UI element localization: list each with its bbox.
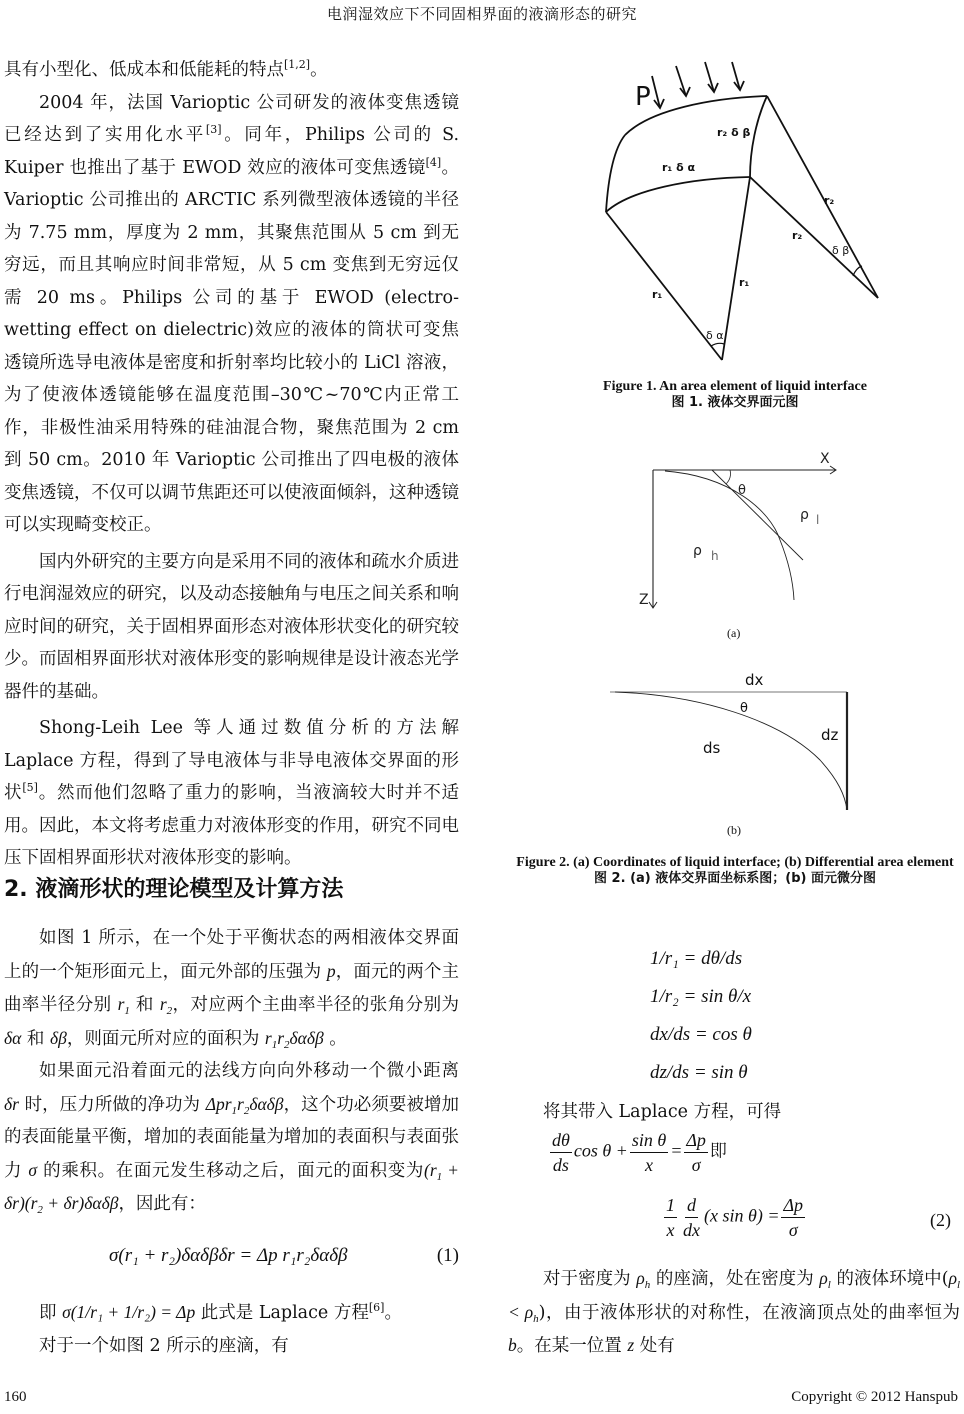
equation-line: dx/ds = cos θ bbox=[650, 1024, 752, 1045]
fraction bbox=[630, 1128, 668, 1177]
subscript: l bbox=[956, 1279, 961, 1291]
label-r2: r₂ bbox=[792, 229, 803, 242]
tangent-line bbox=[712, 470, 803, 560]
paragraph bbox=[508, 1262, 960, 1363]
caption-en: Figure 2. (a) Coordinates of liquid interface; (b) Differential area element bbox=[516, 855, 954, 870]
rho-l-sub: l bbox=[816, 513, 820, 527]
equation-laplace-expanded bbox=[548, 1128, 727, 1177]
fraction bbox=[781, 1193, 805, 1242]
math-ineq-left bbox=[948, 1268, 961, 1291]
label-r1-dalpha: r₁ δ α bbox=[662, 161, 696, 174]
text: 。 bbox=[310, 60, 328, 80]
left-column-section2 bbox=[4, 922, 459, 1221]
paragraph bbox=[4, 1055, 459, 1221]
math-sigma: σ bbox=[28, 1159, 37, 1180]
z-label: Z bbox=[639, 592, 649, 608]
math-laplace: σ(1/r₁ + 1/r₂) = Δp bbox=[62, 1302, 196, 1322]
equation-2 bbox=[662, 1193, 807, 1242]
math-less-than: < bbox=[508, 1301, 525, 1322]
rho: ρ bbox=[819, 1268, 828, 1288]
subscript: h bbox=[644, 1279, 651, 1291]
left-column bbox=[4, 54, 459, 875]
math-dbeta: δβ bbox=[49, 1027, 67, 1048]
rho-h-sub: h bbox=[711, 549, 719, 563]
math-r2: $r_2$ bbox=[159, 994, 173, 1017]
ds-curve bbox=[615, 692, 847, 810]
running-head: 电润湿效应下不同固相界面的液滴形态的研究 bbox=[326, 5, 637, 23]
math-rho-l bbox=[819, 1268, 831, 1291]
line-r2-top bbox=[767, 96, 878, 298]
math-area: $r_1r_2\delta\alpha\delta\beta$ bbox=[264, 1027, 324, 1051]
figure-2-caption bbox=[510, 855, 960, 887]
figure-1-diagram bbox=[580, 50, 920, 370]
figure-2a-diagram bbox=[620, 440, 860, 620]
line-r1-right bbox=[722, 177, 750, 360]
text: 即 bbox=[39, 1303, 63, 1323]
math-p: p bbox=[326, 960, 336, 981]
citation[interactable]: [5] bbox=[22, 781, 38, 794]
math-b: b bbox=[508, 1335, 517, 1355]
text: 处有 bbox=[634, 1336, 675, 1356]
text: 。 bbox=[384, 1303, 402, 1323]
ds-label: ds bbox=[703, 739, 721, 757]
left-column-end bbox=[4, 1296, 459, 1362]
denominator: x bbox=[645, 1155, 653, 1175]
paragraph bbox=[4, 54, 459, 87]
text: 如果面元沿着面元的法线方向向外移动一个微小距离 bbox=[39, 1061, 459, 1081]
caption-en: Figure 1. An area element of liquid interface bbox=[603, 379, 867, 394]
text: 2004 年，法国 Varioptic 公司研发的液体变焦透镜已经达到了实用化水平 bbox=[4, 92, 459, 145]
numerator: d bbox=[685, 1193, 698, 1218]
figure-2b-label: (b) bbox=[727, 823, 741, 837]
label-dalpha: δ α bbox=[706, 329, 724, 342]
rho: ρ bbox=[524, 1301, 534, 1322]
math-z: z bbox=[627, 1335, 635, 1355]
page-number: 160 bbox=[4, 1389, 27, 1405]
text: 如图 1 所示，在一个处于平衡状态的两相液体交界面上的一个矩形面元上，面元外部的压强为 bbox=[4, 928, 459, 982]
rho-h-label: ρ bbox=[693, 543, 702, 559]
text: 对于密度为 bbox=[543, 1269, 637, 1289]
math-work: $\Delta pr_1r_2\delta\alpha\delta\beta$ bbox=[205, 1093, 284, 1117]
line-r1-left bbox=[606, 212, 722, 360]
text: 即 bbox=[709, 1141, 727, 1162]
line-r2-mid bbox=[750, 177, 878, 298]
denominator: σ bbox=[691, 1155, 701, 1175]
label-r2-dbeta: r₂ δ β bbox=[717, 126, 751, 139]
figure-1-caption bbox=[520, 379, 950, 411]
angle-arc-alpha bbox=[711, 343, 724, 346]
text: 。在某一位置 bbox=[516, 1336, 628, 1356]
paragraph bbox=[4, 87, 459, 542]
citation[interactable]: [6] bbox=[368, 1301, 385, 1314]
math-ineq-right bbox=[524, 1301, 539, 1325]
fraction bbox=[684, 1128, 708, 1177]
text: ，对应两个主曲率半径的张角分别为 bbox=[172, 995, 459, 1015]
right-column-text-end bbox=[508, 1262, 960, 1363]
citation[interactable]: [3] bbox=[205, 123, 222, 136]
text: 。Varioptic 公司推出的 ARCTIC 系列微型液体透镜的半径为 7.75 mm，厚度为 2 mm，其聚焦范围从 5 cm 到无穷远，而且其响应时间非常短，从 5 cm 变焦到无穷远仅需 20 ms。Philips 公司的基于 EWOD (electro-wetting effect on dielectric)效应的液体的筒状可变焦透镜所选导电液体是密度和折射率均比较小的 LiCl 溶液，为了使液体透镜能够在温度范围–30℃~70℃内正常工作，非极性油采用特殊的硅油混合物，聚焦范围为 2 cm 到 50 cm。2010 年 Varioptic 公司推出了四电极的液体变焦透镜，不仅可以调节焦距还可以使液面倾斜，这种透镜可以实现畸变校正。 bbox=[4, 157, 460, 535]
denominator: x bbox=[666, 1220, 675, 1240]
equation-1-body: σ(r₁ + r₂)δαδβδr = Δp r₁r₂δαδβ bbox=[109, 1245, 348, 1266]
math-dp: Δp bbox=[205, 1093, 225, 1114]
theta-label: θ bbox=[740, 701, 748, 716]
paragraph bbox=[4, 922, 459, 1055]
math-rho-h bbox=[636, 1268, 651, 1291]
text: 和 bbox=[21, 1028, 50, 1049]
math-dr: δr bbox=[4, 1093, 19, 1114]
text: 。然而他们忽略了重力的影响，当液滴较大时并不适用。因此，本文将考虑重力对液体形变的作用，研究不同电压下固相界面形状对液体形变的影响。 bbox=[4, 783, 460, 868]
rho: ρ bbox=[948, 1268, 957, 1288]
theta-label: θ bbox=[738, 483, 746, 498]
right-column-text bbox=[508, 1096, 960, 1129]
paragraph bbox=[4, 1296, 459, 1330]
x-label: X bbox=[820, 451, 830, 467]
numerator: Δp bbox=[684, 1128, 708, 1153]
rho-l-label: ρ bbox=[800, 507, 809, 523]
math-angles: δαδβ bbox=[289, 1027, 324, 1048]
text: ，这个功必须要被增加的表面能量平衡，增加的表面能量为增加的表面积与表面张力 bbox=[4, 1094, 460, 1181]
dx-label: dx bbox=[745, 671, 764, 689]
equation-line: dz/ds = sin θ bbox=[650, 1062, 748, 1083]
paragraph bbox=[4, 712, 459, 875]
text: 。同年，Philips 公司的 S. Kuiper 也推出了基于 EWOD 效应的液体可变焦透镜 bbox=[4, 125, 460, 178]
text: 时，压力所做的净功为 bbox=[18, 1094, 206, 1115]
caption-zh: 图 1. 液体交界面元图 bbox=[671, 395, 799, 410]
equation-set bbox=[650, 940, 850, 1092]
denominator: ds bbox=[552, 1155, 569, 1175]
denominator: dx bbox=[683, 1220, 700, 1240]
paragraph: 国内外研究的主要方向是采用不同的液体和疏水介质进行电润湿效应的研究，以及动态接触角与电压之间关系和响应时间的研究，关于固相界面形态对液体形状变化的研究较少。而固相界面形状对液体形变的影响规律是设计液态光学器件的基础。 bbox=[4, 551, 459, 702]
math-r1: $r_1$ bbox=[117, 994, 130, 1017]
paragraph: 对于一个如图 2 所示的座滴，有 bbox=[39, 1335, 289, 1356]
math-dalpha: δα bbox=[4, 1027, 22, 1048]
text: ，面元的两个主曲率半径分别 bbox=[4, 961, 459, 1015]
numerator: Δp bbox=[781, 1193, 805, 1218]
equation-number: (2) bbox=[930, 1210, 951, 1230]
bottom-edge bbox=[606, 177, 750, 212]
theta-arc bbox=[726, 470, 731, 484]
equation-line: 1/r₂ = sin θ/x bbox=[650, 986, 752, 1007]
interface-curve bbox=[665, 471, 794, 600]
subscript: h bbox=[533, 1312, 539, 1325]
text: ，因此有： bbox=[118, 1194, 206, 1214]
numerator: 1 bbox=[664, 1193, 677, 1218]
label-p: P bbox=[635, 82, 651, 112]
text: ，则面元所对应的面积为 bbox=[66, 1028, 265, 1049]
text: 具有小型化、低成本和低能耗的特点 bbox=[4, 60, 284, 80]
arrow-shaft bbox=[676, 66, 686, 96]
numerator: dθ bbox=[550, 1128, 572, 1153]
right-arc bbox=[750, 96, 767, 177]
denominator: σ bbox=[788, 1220, 798, 1240]
copyright-notice: Copyright © 2012 Hanspub bbox=[791, 1389, 958, 1405]
paragraph: 将其带入 Laplace 方程，可得 bbox=[543, 1102, 782, 1122]
text: 。 bbox=[323, 1028, 347, 1049]
text: )，由于液体形状的对称性，在液滴顶点处的曲率恒为 bbox=[538, 1302, 961, 1323]
citation[interactable]: [4] bbox=[425, 155, 442, 169]
equation-line: 1/r₁ = dθ/ds bbox=[650, 948, 743, 969]
text: 的乘积。在面元发生移动之后，面元的面积变为 bbox=[36, 1160, 425, 1181]
section-heading: 2. 液滴形状的理论模型及计算方法 bbox=[4, 877, 344, 902]
text: Shong-Leih Lee 等人通过数值分析的方法解 Laplace 方程，得到了导电液体与非导电液体交界面的形状 bbox=[4, 718, 459, 803]
math-new-area: $(r_1 + \delta r)(r_2 + \delta r)\delta\alpha\delta\beta$ bbox=[4, 1159, 459, 1216]
figure-2a-label: (a) bbox=[727, 626, 741, 640]
math-equals: = bbox=[670, 1140, 683, 1161]
label-r1: r₁ bbox=[739, 276, 750, 289]
math-angles: δαδβ bbox=[249, 1093, 284, 1114]
text: 的液体环境中( bbox=[830, 1269, 949, 1289]
figure-2b-diagram bbox=[600, 665, 860, 825]
math-term: (x sin θ) = bbox=[704, 1205, 780, 1226]
equation-number: (1) bbox=[436, 1245, 459, 1266]
label-r1: r₁ bbox=[652, 288, 663, 301]
text: 此式是 Laplace 方程 bbox=[195, 1303, 369, 1323]
citation[interactable]: [1,2] bbox=[284, 58, 311, 71]
dz-label: dz bbox=[821, 726, 839, 744]
text: 的座滴，处在密度为 bbox=[650, 1269, 820, 1289]
text: 和 bbox=[129, 995, 160, 1015]
numerator: sin θ bbox=[630, 1128, 668, 1153]
label-dbeta: δ β bbox=[832, 244, 850, 257]
subscript: l bbox=[827, 1279, 831, 1291]
math-term: cos θ + bbox=[573, 1140, 628, 1161]
label-r2: r₂ bbox=[824, 194, 835, 207]
fraction bbox=[681, 1193, 702, 1242]
caption-zh: 图 2. (a) 液体交界面坐标系图；(b) 面元微分图 bbox=[594, 871, 876, 886]
fraction bbox=[664, 1193, 677, 1242]
rho: ρ bbox=[636, 1268, 645, 1288]
fraction bbox=[550, 1128, 572, 1177]
